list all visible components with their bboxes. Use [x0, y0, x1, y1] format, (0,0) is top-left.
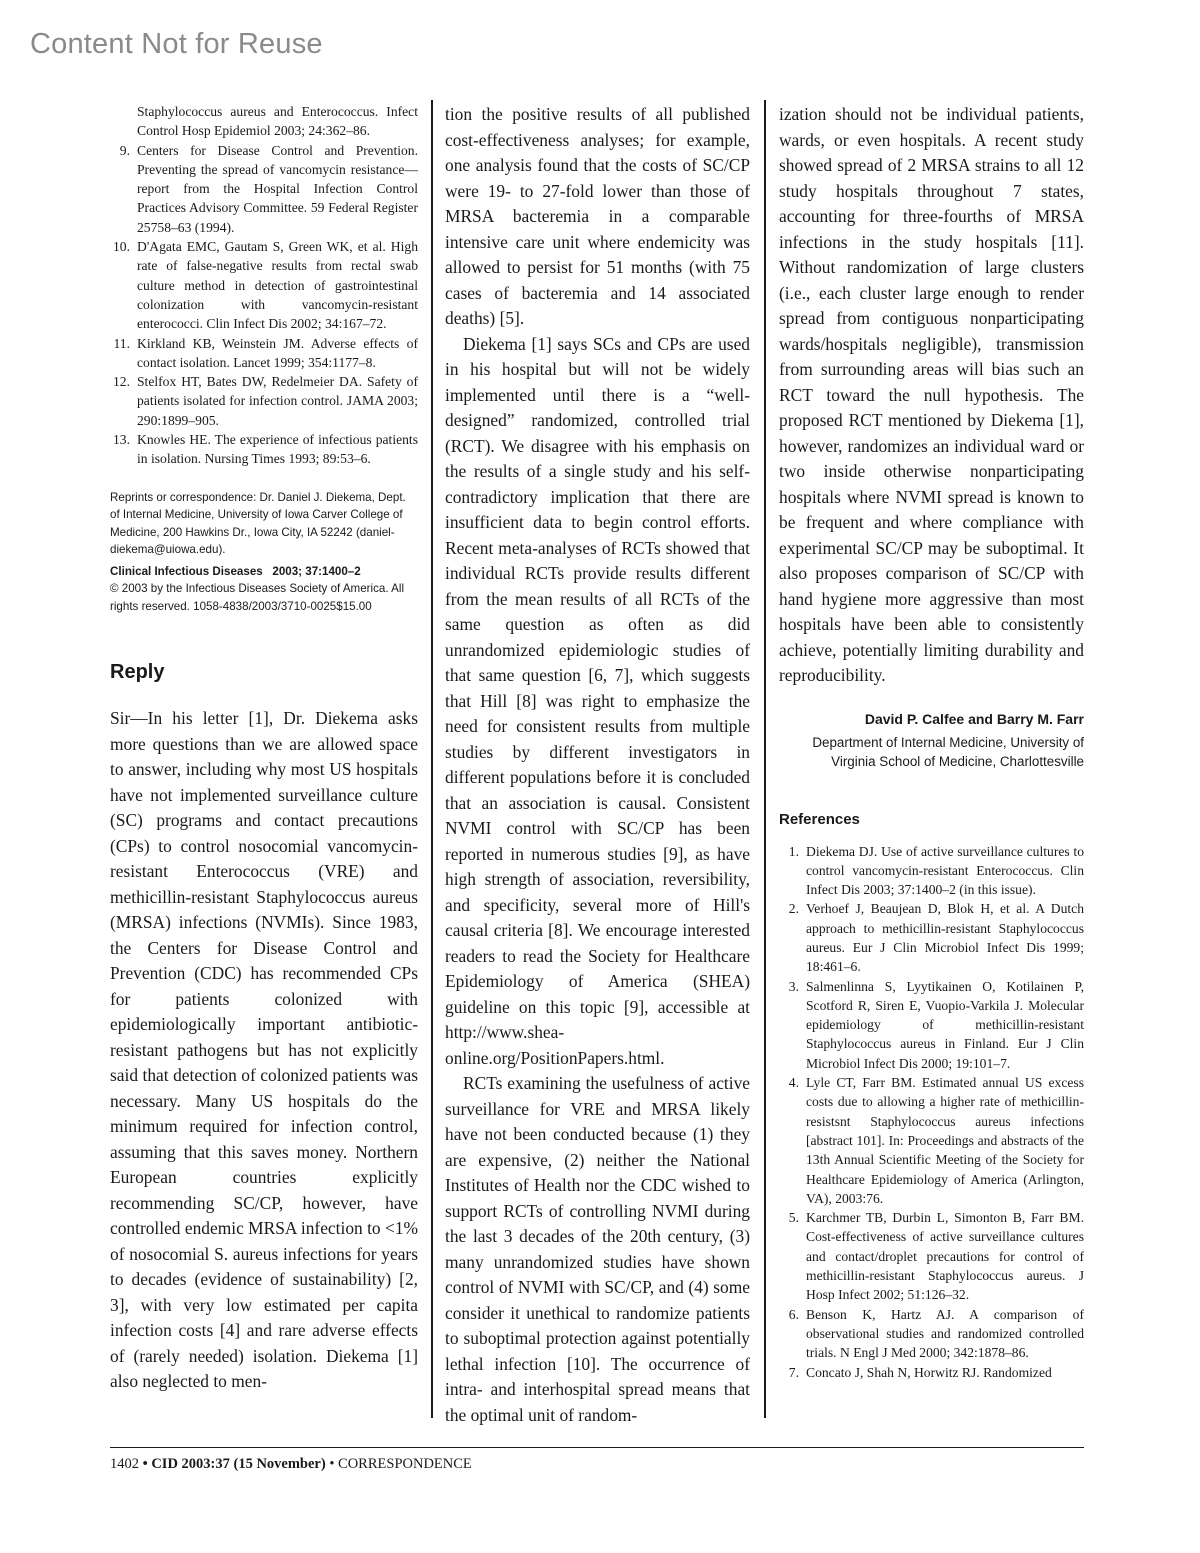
- reference-item: 7. Concato J, Shah N, Horwitz RJ. Randomized: [788, 1364, 1052, 1380]
- reference-continuation: Staphylococcus aureus and Enterococcus. Infect Control Hosp Epidemiol 2003; 24:362–86.: [137, 104, 418, 139]
- column-right: [779, 102, 1084, 1382]
- column-middle: [445, 102, 750, 1428]
- reference-list: [779, 842, 1084, 1382]
- body-paragraph: ization should not be individual patients, wards, or even hospitals. A recent study showed spread of 2 MRSA strains to all 12 study hospitals throughout 7 states, accounting for three-fourths of MRSA infections in the study hospitals [11]. Without randomization of large clusters (i.e., each cluster large enough to render spread from contiguous nonparticipating wards/hospitals negligible), transmission from surrounding areas will bias such an RCT toward the null hypothesis. The proposed RCT mentioned by Diekema [1], however, randomizes an individual ward or two inside otherwise nonparticipating hospitals where NVMI spread is known to be frequent and where compliance with experimental SC/CP may be suboptimal. It also proposes comparison of SC/CP with hand hygiene more aggressive than most hospitals have been able to consistently achieve, potentially limiting durability and reproducibility.: [779, 104, 1084, 685]
- reference-item: 9. Centers for Disease Control and Prevention. Preventing the spread of vancomycin resistance—report from the Hospital Infection Control Practices Advisory Committee. 59 Federal Register 25758–63 (1994).: [119, 142, 418, 235]
- body-paragraph: tion the positive results of all published cost-effectiveness analyses; for example, one analysis found that the costs of SC/CP were 19- to 27-fold lower than those of MRSA bacteremia in a comparable intensive care unit where endemicity was allowed to persist for 51 months (with 75 cases of bacteremia and 14 associated deaths) [5].: [445, 104, 750, 328]
- reference-item: 3. Salmenlinna S, Lyytikainen O, Kotilainen P, Scotford R, Siren E, Vuopio-Varkila J. Molecular epidemiology of methicillin-resistant Staphylococcus aureus in Finland. Eur J Clin Microbiol Infect Dis 2000; 19:101–7.: [788, 978, 1084, 1071]
- reference-item: 6. Benson K, Hartz AJ. A comparison of observational studies and randomized controlled trials. N Engl J Med 2000; 342:1878–86.: [788, 1306, 1084, 1361]
- section-heading-reply: Reply: [110, 661, 165, 684]
- reference-item: 1. Diekema DJ. Use of active surveillance cultures to control vancomycin-resistant Enterococcus. Clin Infect Dis 2003; 37:1400–2 (in this issue).: [788, 843, 1084, 898]
- reference-item: 4. Lyle CT, Farr BM. Estimated annual US excess costs due to allowing a higher rate of methicillin-resistsnt Staphylococcus aureus infections [abstract 101]. In: Proceedings and abstracts of the 13th Annual Scientific Meeting of the Society for Healthcare Epidemiology of America (Arlington, VA), 2003:76.: [788, 1075, 1084, 1206]
- reference-item: 2. Verhoef J, Beaujean D, Blok H, et al. A Dutch approach to methicillin-resistant Staphylococcus aureus. Eur J Clin Microbiol Infect Dis 1999; 18:461–6.: [788, 901, 1084, 975]
- watermark: Content Not for Reuse: [30, 28, 323, 60]
- section-heading-references: References: [779, 810, 860, 828]
- reference-item: 5. Karchmer TB, Durbin L, Simonton B, Farr BM. Cost-effectiveness of active surveillance cultures and contact/droplet precautions for control of methicillin-resistant Staphylococcus aureus. J Hosp Infect 2002; 51:126–32.: [788, 1210, 1084, 1303]
- column-divider: [764, 100, 766, 1418]
- reference-item: 12. Stelfox HT, Bates DW, Redelmeier DA. Safety of patients isolated for infection control. JAMA 2003; 290:1899–905.: [113, 374, 418, 428]
- copyright-note: © 2003 by the Infectious Diseases Society of America. All rights reserved. 1058-4838/2003/3710-0025$15.00: [110, 582, 405, 613]
- author-affiliation: Department of Internal Medicine, University of Virginia School of Medicine, Charlottesville: [812, 734, 1084, 769]
- body-paragraph: Diekema [1] says SCs and CPs are used in his hospital but will not be widely implemented until there is a “well-designed” randomized, controlled trial (RCT). We disagree with his emphasis on the results of a single study and his self-contradictory implication that there are insufficient data to begin control efforts. Recent meta-analyses of RCTs showed that individual RCTs provide results different from the mean results of all RCTs of the same question as often as did unrandomized epidemiologic studies of that same question [6, 7], which suggests that Hill [8] was right to emphasize the need for consistent results from multiple studies by different investigators in different populations before it is concluded that an association is causal. Consistent NVMI control with SC/CP has been reported in numerous studies [9], as have high strength of association, reversibility, and specificity, several more of Hill's causal criteria [8]. We encourage interested readers to read the Society for Healthcare Epidemiology of America (SHEA) guideline on this topic [9], accessible at http://www.shea-online.org/PositionPapers.html.: [445, 333, 750, 1068]
- reference-list: [110, 141, 418, 469]
- section-name: CORRESPONDENCE: [338, 1456, 472, 1472]
- reference-item: 10. D'Agata EMC, Gautam S, Green WK, et al. High rate of false-negative results from rectal swab culture method in detection of gastrointestinal colonization with vancomycin-resistant enterococci. Clin Infect Dis 2002; 34:167–72.: [113, 239, 418, 332]
- author-signature: David P. Calfee and Barry M. Farr: [864, 710, 1084, 727]
- page-number: 1402: [110, 1456, 139, 1472]
- journal-citation: Clinical Infectious Diseases 2003; 37:1400–2: [110, 564, 361, 578]
- journal-issue: CID 2003:37 (15 November): [151, 1456, 326, 1472]
- body-paragraph: RCTs examining the usefulness of active surveillance for VRE and MRSA likely have not been conducted because (1) they are expensive, (2) neither the National Institutes of Health nor the CDC wished to support RCTs of controlling NVMI during the last 3 decades of the 20th century, (3) many unrandomized studies have shown control of NVMI with SC/CP, and (4) some consider it unethical to randomize patients to suboptimal protection against potentially lethal infection [10]. The occurrence of intra- and interhospital spread means that the optimal unit of random-: [445, 1073, 750, 1425]
- column-divider: [431, 100, 433, 1418]
- reference-item: 13. Knowles HE. The experience of infectious patients in isolation. Nursing Times 1993; 89:53–6.: [113, 432, 418, 467]
- page-footer: 1402 • CID 2003:37 (15 November) • CORRESPONDENCE: [110, 1456, 472, 1472]
- reference-item: 11. Kirkland KB, Weinstein JM. Adverse effects of contact isolation. Lancet 1999; 354:1177–8.: [113, 335, 418, 370]
- column-left: [110, 102, 418, 1395]
- correspondence-note: Reprints or correspondence: Dr. Daniel J. Diekema, Dept. of Internal Medicine, University of Iowa Carver College of Medicine, 200 Hawkins Dr., Iowa City, IA 52242 (daniel-diekema@uiowa.edu).: [110, 490, 406, 557]
- reply-paragraph: Sir—In his letter [1], Dr. Diekema asks more questions than we are allowed space to answer, including why most US hospitals have not implemented surveillance culture (SC) programs and contact precautions (CPs) to control nosocomial vancomycin-resistant Enterococcus (VRE) and methicillin-resistant Staphylococcus aureus (MRSA) infections (NVMIs). Since 1983, the Centers for Disease Control and Prevention (CDC) has recommended CPs for patients colonized with epidemiologically important antibiotic-resistant pathogens but has not explicitly said that detection of colonized patients was necessary. Many US hospitals do the minimum required for infection control, assuming that this saves money. Northern European countries explicitly recommending SC/CP, however, have controlled endemic MRSA infection to <1% of nosocomial S. aureus infections for years to decades (evidence of sustainability) [2, 3], with very low estimated per capita infection costs [4] and rare adverse effects of (rarely needed) isolation. Diekema [1] also neglected to men-: [110, 708, 418, 1392]
- footer-rule: [110, 1447, 1084, 1448]
